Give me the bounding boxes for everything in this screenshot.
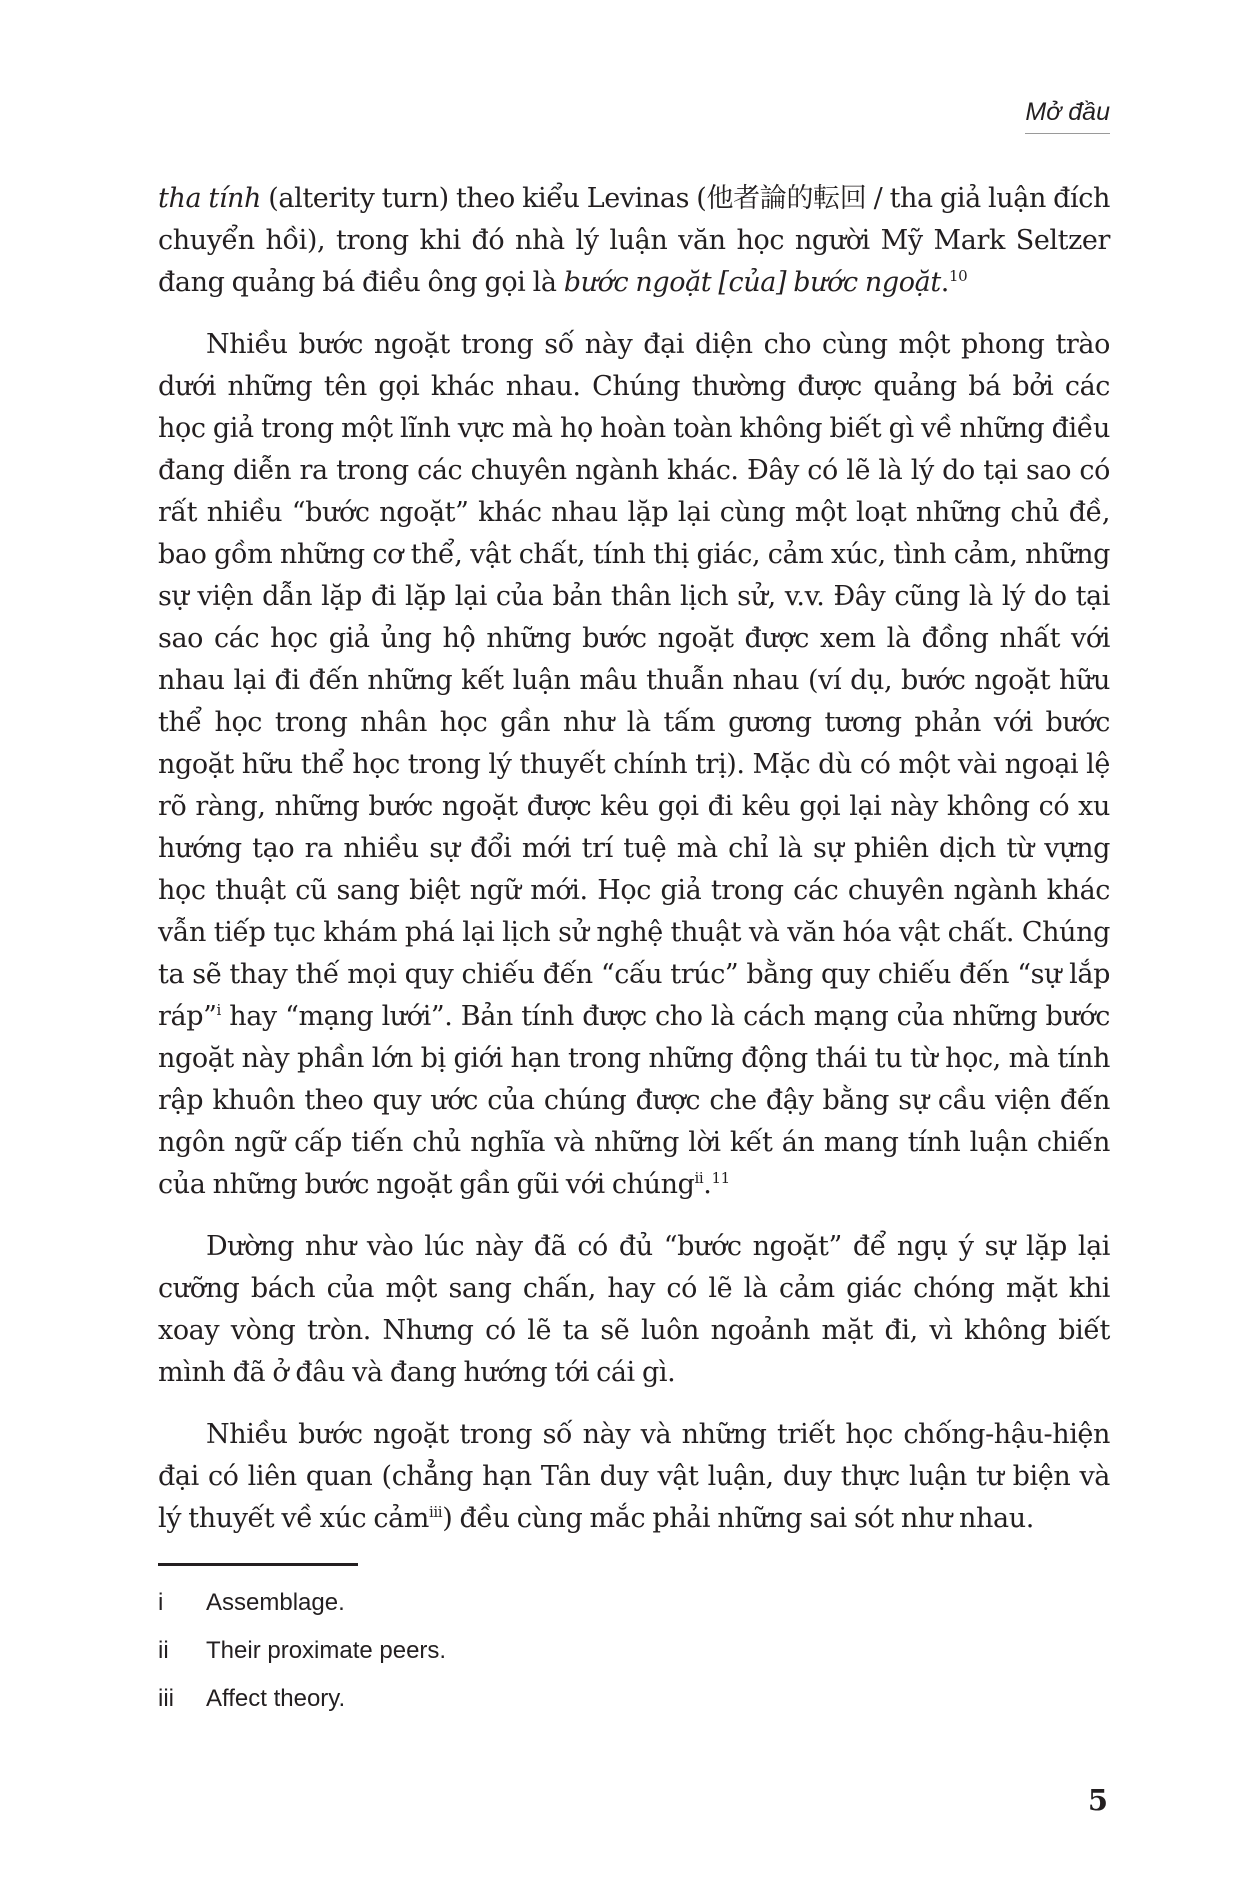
page-number: 5	[1087, 1783, 1108, 1817]
paragraph-4-text-a: Nhiều bước ngoặt trong số này và những triết học chống-hậu-hiện đại có liên quan (chẳng hạn Tân duy vật luận, duy thực luận tư biện và lý thuyết về xúc cảm	[158, 1419, 1110, 1534]
endnote-ref-10: 10	[948, 267, 968, 285]
paragraph-1	[158, 178, 1110, 304]
footnote-marker: i	[158, 1589, 164, 1616]
body-text	[158, 178, 1110, 1560]
paragraph-2	[158, 324, 1110, 1206]
footnote-ref-i: i	[216, 1001, 221, 1019]
endnote-ref-11: 11	[711, 1169, 730, 1187]
paragraph-4	[158, 1414, 1110, 1540]
term-turn-of-turns: bước ngoặt [của] bước ngoặt	[563, 267, 941, 298]
paragraph-4-text-b: ) đều cùng mắc phải những sai sót như nhau.	[442, 1503, 1034, 1534]
footnote-marker: ii	[158, 1637, 169, 1664]
footnote-ref-iii: iii	[429, 1503, 443, 1521]
footnote-text: Affect theory.	[206, 1685, 346, 1712]
footnote-divider	[158, 1563, 358, 1566]
footnote-text: Their proximate peers.	[206, 1637, 447, 1664]
footnote-marker: iii	[158, 1685, 174, 1712]
footnotes	[158, 1588, 1058, 1732]
running-head: Mở đầu	[1025, 97, 1110, 134]
footnote-ref-ii: ii	[694, 1169, 704, 1187]
paragraph-3: Dường như vào lúc này đã có đủ “bước ngoặt” để ngụ ý sự lặp lại cưỡng bách của một sang chấn, hay có lẽ là cảm giác chóng mặt khi xoay vòng tròn. Nhưng có lẽ ta sẽ luôn ngoảnh mặt đi, vì không biết mình đã ở đâu và đang hướng tới cái gì.	[158, 1231, 1110, 1388]
footnote-ii	[158, 1636, 1058, 1666]
footnote-i	[158, 1588, 1058, 1618]
paragraph-1-end: .	[940, 267, 949, 298]
term-alterity: tha tính	[158, 183, 262, 214]
paragraph-2-end: .	[703, 1169, 712, 1200]
paragraph-1-text: (alterity turn) theo kiểu Levinas (他者論的転回 / tha giả luận đích chuyển hồi), trong khi đó nhà lý luận văn học người Mỹ Mark Seltzer đang quảng bá điều ông gọi là	[158, 183, 1111, 298]
paragraph-2-text-a: Nhiều bước ngoặt trong số này đại diện cho cùng một phong trào dưới những tên gọi khác nhau. Chúng thường được quảng bá bởi các học giả trong một lĩnh vực mà họ hoàn toàn không biết gì về những điều đang diễn ra trong các chuyên ngành khác. Đây có lẽ là lý do tại sao có rất nhiều “bước ngoặt” khác nhau lặp lại cùng một loạt những chủ đề, bao gồm những cơ thể, vật chất, tính thị giác, cảm xúc, tình cảm, những sự viện dẫn lặp đi lặp lại của bản thân lịch sử, v.v. Đây cũng là lý do tại sao các học giả ủng hộ những bước ngoặt được xem là đồng nhất với nhau lại đi đến những kết luận mâu thuẫn nhau (ví dụ, bước ngoặt hữu thể học trong nhân học gần như là tấm gương tương phản với bước ngoặt hữu thể học trong lý thuyết chính trị). Mặc dù có một vài ngoại lệ rõ ràng, những bước ngoặt được kêu gọi đi kêu gọi lại này không có xu hướng tạo ra nhiều sự đổi mới trí tuệ mà chỉ là sự phiên dịch từ vựng học thuật cũ sang biệt ngữ mới. Học giả trong các chuyên ngành khác vẫn tiếp tục khám phá lại lịch sử nghệ thuật và văn hóa vật chất. Chúng ta sẽ thay thế mọi quy chiếu đến “cấu trúc” bằng quy chiếu đến “sự lắp ráp”	[158, 329, 1110, 1032]
footnote-iii	[158, 1684, 1058, 1714]
paragraph-2-text-b: hay “mạng lưới”. Bản tính được cho là cách mạng của những bước ngoặt này phần lớn bị giới hạn trong những động thái tu từ học, mà tính rập khuôn theo quy ước của chúng được che đậy bằng sự cầu viện đến ngôn ngữ cấp tiến chủ nghĩa và những lời kết án mang tính luận chiến của những bước ngoặt gần gũi với chúng	[158, 1001, 1110, 1200]
footnote-text: Assemblage.	[206, 1589, 345, 1616]
